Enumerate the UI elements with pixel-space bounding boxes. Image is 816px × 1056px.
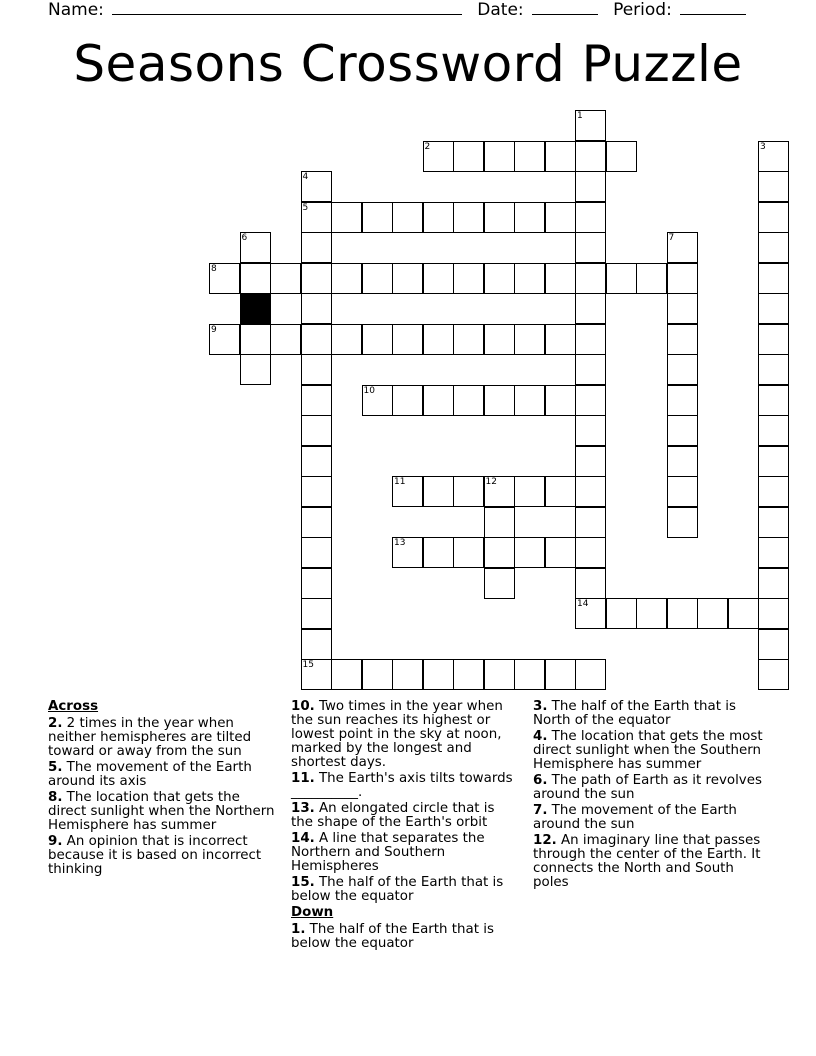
crossword-cell[interactable]: [758, 232, 789, 263]
clue-number: 15.: [291, 875, 315, 890]
clue-number-15: 15: [302, 660, 314, 670]
crossword-cell[interactable]: [758, 507, 789, 538]
crossword-cell[interactable]: [575, 263, 606, 294]
crossword-cell[interactable]: [362, 324, 393, 355]
down-clue-6: [533, 774, 765, 802]
crossword-cell[interactable]: [606, 598, 637, 629]
clue-text: The Earth's axis tilts towards __________.: [291, 771, 513, 800]
crossword-cell[interactable]: [667, 385, 698, 416]
clue-number-6: 6: [241, 233, 248, 243]
crossword-cell[interactable]: [301, 537, 332, 568]
crossword-cell[interactable]: [575, 171, 606, 202]
crossword-cell[interactable]: [392, 324, 423, 355]
crossword-cell[interactable]: [728, 598, 759, 629]
crossword-cell[interactable]: [758, 476, 789, 507]
clue-number-8: 8: [211, 263, 217, 274]
crossword-cell[interactable]: [362, 659, 393, 690]
black-cell: [240, 293, 271, 324]
clue-text: The half of the Earth that is below the equator: [291, 875, 504, 904]
crossword-cell[interactable]: [758, 659, 789, 690]
crossword-cell[interactable]: [514, 476, 545, 507]
clue-text: The movement of the Earth around its axis: [48, 760, 252, 789]
crossword-cell[interactable]: [301, 293, 332, 324]
date-label: Date:: [477, 0, 524, 20]
period-label: Period:: [613, 0, 672, 20]
crossword-cell[interactable]: [453, 385, 484, 416]
across-clue-15: [291, 876, 513, 904]
crossword-cell[interactable]: [484, 385, 515, 416]
crossword-cell[interactable]: [453, 141, 484, 172]
crossword-cell[interactable]: [453, 202, 484, 233]
clue-number: 11.: [291, 771, 315, 786]
crossword-cell[interactable]: [240, 354, 271, 385]
clue-number: 2.: [48, 716, 63, 731]
crossword-cell[interactable]: [758, 568, 789, 599]
crossword-cell[interactable]: [667, 354, 698, 385]
across-clue-9: [48, 835, 280, 877]
crossword-cell[interactable]: [667, 507, 698, 538]
clue-number: 12.: [533, 833, 557, 848]
across-clue-2: [48, 717, 280, 759]
crossword-cell[interactable]: [514, 659, 545, 690]
crossword-cell[interactable]: [545, 537, 576, 568]
crossword-cell[interactable]: [545, 202, 576, 233]
clue-number: 6.: [533, 773, 548, 788]
crossword-cell[interactable]: [575, 232, 606, 263]
crossword-cell[interactable]: [575, 476, 606, 507]
crossword-cell[interactable]: [575, 293, 606, 324]
across-clue-13: [291, 802, 513, 830]
crossword-cell[interactable]: [301, 568, 332, 599]
crossword-cell[interactable]: [758, 385, 789, 416]
crossword-cell[interactable]: [423, 659, 454, 690]
crossword-cell[interactable]: [301, 629, 332, 660]
clues-column-2: [291, 700, 513, 953]
clue-number-11: 11: [394, 477, 406, 487]
clue-text: Two times in the year when the sun reaches its highest or lowest point in the sky at noon, marked by the longest and shortest days.: [291, 699, 503, 770]
crossword-cell[interactable]: [301, 446, 332, 477]
crossword-cell[interactable]: [758, 629, 789, 660]
crossword-cell[interactable]: [545, 476, 576, 507]
clue-number-10: 10: [363, 385, 375, 396]
crossword-cell[interactable]: [514, 141, 545, 172]
clue-number: 8.: [48, 790, 63, 805]
clue-number: 7.: [533, 803, 548, 818]
crossword-cell[interactable]: [758, 293, 789, 324]
clue-number-5: 5: [302, 202, 309, 213]
crossword-cell[interactable]: [575, 507, 606, 538]
crossword-cell[interactable]: [514, 263, 545, 294]
crossword-cell[interactable]: [575, 385, 606, 416]
crossword-cell[interactable]: [667, 446, 698, 477]
crossword-cell[interactable]: [545, 324, 576, 355]
crossword-cell[interactable]: [758, 171, 789, 202]
crossword-cell[interactable]: [636, 263, 667, 294]
crossword-cell[interactable]: [606, 263, 637, 294]
clue-number: 9.: [48, 834, 63, 849]
crossword-cell[interactable]: [453, 659, 484, 690]
crossword-cell[interactable]: [331, 659, 362, 690]
crossword-cell[interactable]: [758, 263, 789, 294]
clue-text: An opinion that is incorrect because it is based on incorrect thinking: [48, 834, 262, 877]
crossword-cell[interactable]: [484, 141, 515, 172]
clue-number-3: 3: [760, 141, 766, 152]
crossword-cell[interactable]: [453, 324, 484, 355]
clue-text: The half of the Earth that is below the equator: [291, 922, 494, 951]
crossword-cell[interactable]: [301, 354, 332, 385]
crossword-cell[interactable]: [667, 415, 698, 446]
crossword-cell[interactable]: [392, 659, 423, 690]
crossword-cell[interactable]: [697, 598, 728, 629]
crossword-cell[interactable]: [514, 202, 545, 233]
crossword-cell[interactable]: [392, 385, 423, 416]
crossword-cell[interactable]: [301, 598, 332, 629]
crossword-cell[interactable]: [423, 476, 454, 507]
clues-column-1: [48, 700, 280, 879]
crossword-cell[interactable]: [545, 659, 576, 690]
crossword-cell[interactable]: [636, 598, 667, 629]
crossword-cell[interactable]: [423, 202, 454, 233]
crossword-cell[interactable]: [484, 202, 515, 233]
crossword-cell[interactable]: [392, 202, 423, 233]
crossword-cell[interactable]: [484, 537, 515, 568]
clue-text: An imaginary line that passes through the center of the Earth. It connects the North and South poles: [533, 833, 761, 890]
down-clue-3: [533, 700, 765, 728]
clue-number-7: 7: [668, 233, 675, 243]
clue-number-2: 2: [424, 141, 431, 152]
crossword-cell[interactable]: [758, 415, 789, 446]
clue-text: The location that gets the most direct sunlight when the Southern Hemisphere has summer: [533, 729, 763, 772]
clue-text: The path of Earth as it revolves around the sun: [533, 773, 762, 802]
crossword-cell[interactable]: [362, 263, 393, 294]
crossword-cell[interactable]: [575, 659, 606, 690]
crossword-cell[interactable]: [423, 385, 454, 416]
crossword-cell[interactable]: [362, 202, 393, 233]
page-title: Seasons Crossword Puzzle: [73, 35, 743, 93]
clue-text: A line that separates the Northern and Southern Hemispheres: [291, 831, 485, 874]
crossword-cell[interactable]: [758, 537, 789, 568]
crossword-cell[interactable]: [758, 446, 789, 477]
crossword-cell[interactable]: [423, 537, 454, 568]
crossword-cell[interactable]: [301, 324, 332, 355]
clue-number: 3.: [533, 699, 548, 714]
clue-number: 14.: [291, 831, 315, 846]
across-clue-10: [291, 700, 513, 770]
clue-number-13: 13: [394, 538, 406, 548]
crossword-cell[interactable]: [331, 202, 362, 233]
name-label: Name:: [48, 0, 104, 20]
crossword-cell[interactable]: [758, 202, 789, 233]
down-clue-7: [533, 804, 765, 832]
crossword-cell[interactable]: [667, 476, 698, 507]
crossword-cell[interactable]: [301, 385, 332, 416]
crossword-cell[interactable]: [606, 141, 637, 172]
down-clue-12: [533, 834, 765, 890]
crossword-cell[interactable]: [545, 385, 576, 416]
crossword-cell[interactable]: [575, 415, 606, 446]
crossword-cell[interactable]: [331, 263, 362, 294]
crossword-cell[interactable]: [240, 324, 271, 355]
crossword-cell[interactable]: [667, 324, 698, 355]
clue-number: 13.: [291, 801, 315, 816]
crossword-cell[interactable]: [575, 141, 606, 172]
clue-number-14: 14: [577, 599, 589, 609]
crossword-cell[interactable]: [758, 324, 789, 355]
clue-number: 5.: [48, 760, 63, 775]
crossword-cell[interactable]: [301, 232, 332, 263]
crossword-cell[interactable]: [514, 385, 545, 416]
crossword-cell[interactable]: [514, 537, 545, 568]
crossword-cell[interactable]: [484, 324, 515, 355]
crossword-cell[interactable]: [453, 263, 484, 294]
clues-column-3: [533, 700, 765, 892]
crossword-cell[interactable]: [667, 263, 698, 294]
crossword-cell[interactable]: [423, 263, 454, 294]
crossword-cell[interactable]: [514, 324, 545, 355]
crossword-cell[interactable]: [484, 507, 515, 538]
crossword-cell[interactable]: [301, 476, 332, 507]
crossword-cell[interactable]: [484, 568, 515, 599]
crossword-cell[interactable]: [575, 324, 606, 355]
across-clue-11: [291, 772, 513, 800]
crossword-cell[interactable]: [301, 415, 332, 446]
crossword-cell[interactable]: [667, 598, 698, 629]
down-clue-4: [533, 730, 765, 772]
clue-number-1: 1: [577, 111, 583, 121]
across-heading: Across: [48, 699, 99, 714]
crossword-cell[interactable]: [301, 263, 332, 294]
down-clue-1: [291, 923, 513, 951]
clue-number-12: 12: [485, 477, 497, 487]
crossword-cell[interactable]: [575, 202, 606, 233]
crossword-cell[interactable]: [270, 324, 301, 355]
clue-number: 4.: [533, 729, 548, 744]
down-heading: Down: [291, 905, 334, 920]
clue-text: 2 times in the year when neither hemispheres are tilted toward or away from the sun: [48, 716, 252, 759]
clue-text: The location that gets the direct sunlight when the Northern Hemisphere has summer: [48, 790, 275, 833]
across-clue-14: [291, 832, 513, 874]
crossword-cell[interactable]: [575, 446, 606, 477]
crossword-cell[interactable]: [575, 354, 606, 385]
crossword-cell[interactable]: [545, 141, 576, 172]
crossword-cell[interactable]: [240, 263, 271, 294]
clue-number: 1.: [291, 922, 306, 937]
crossword-cell[interactable]: [575, 568, 606, 599]
crossword-cell[interactable]: [667, 293, 698, 324]
clue-text: The movement of the Earth around the sun: [533, 803, 737, 832]
crossword-cell[interactable]: [301, 507, 332, 538]
crossword-cell[interactable]: [270, 263, 301, 294]
clue-number-9: 9: [211, 324, 217, 335]
clue-number-4: 4: [302, 172, 309, 182]
crossword-cell[interactable]: [331, 324, 362, 355]
crossword-cell[interactable]: [575, 537, 606, 568]
crossword-cell[interactable]: [423, 324, 454, 355]
crossword-cell[interactable]: [758, 598, 789, 629]
crossword-cell[interactable]: [484, 263, 515, 294]
across-clue-8: [48, 791, 280, 833]
crossword-cell[interactable]: [545, 263, 576, 294]
crossword-cell[interactable]: [484, 659, 515, 690]
clue-text: An elongated circle that is the shape of the Earth's orbit: [291, 801, 495, 830]
clue-text: The half of the Earth that is North of the equator: [533, 699, 736, 728]
crossword-cell[interactable]: [453, 537, 484, 568]
crossword-cell[interactable]: [392, 263, 423, 294]
clue-number: 10.: [291, 699, 315, 714]
across-clue-5: [48, 761, 280, 789]
crossword-cell[interactable]: [758, 354, 789, 385]
crossword-cell[interactable]: [453, 476, 484, 507]
